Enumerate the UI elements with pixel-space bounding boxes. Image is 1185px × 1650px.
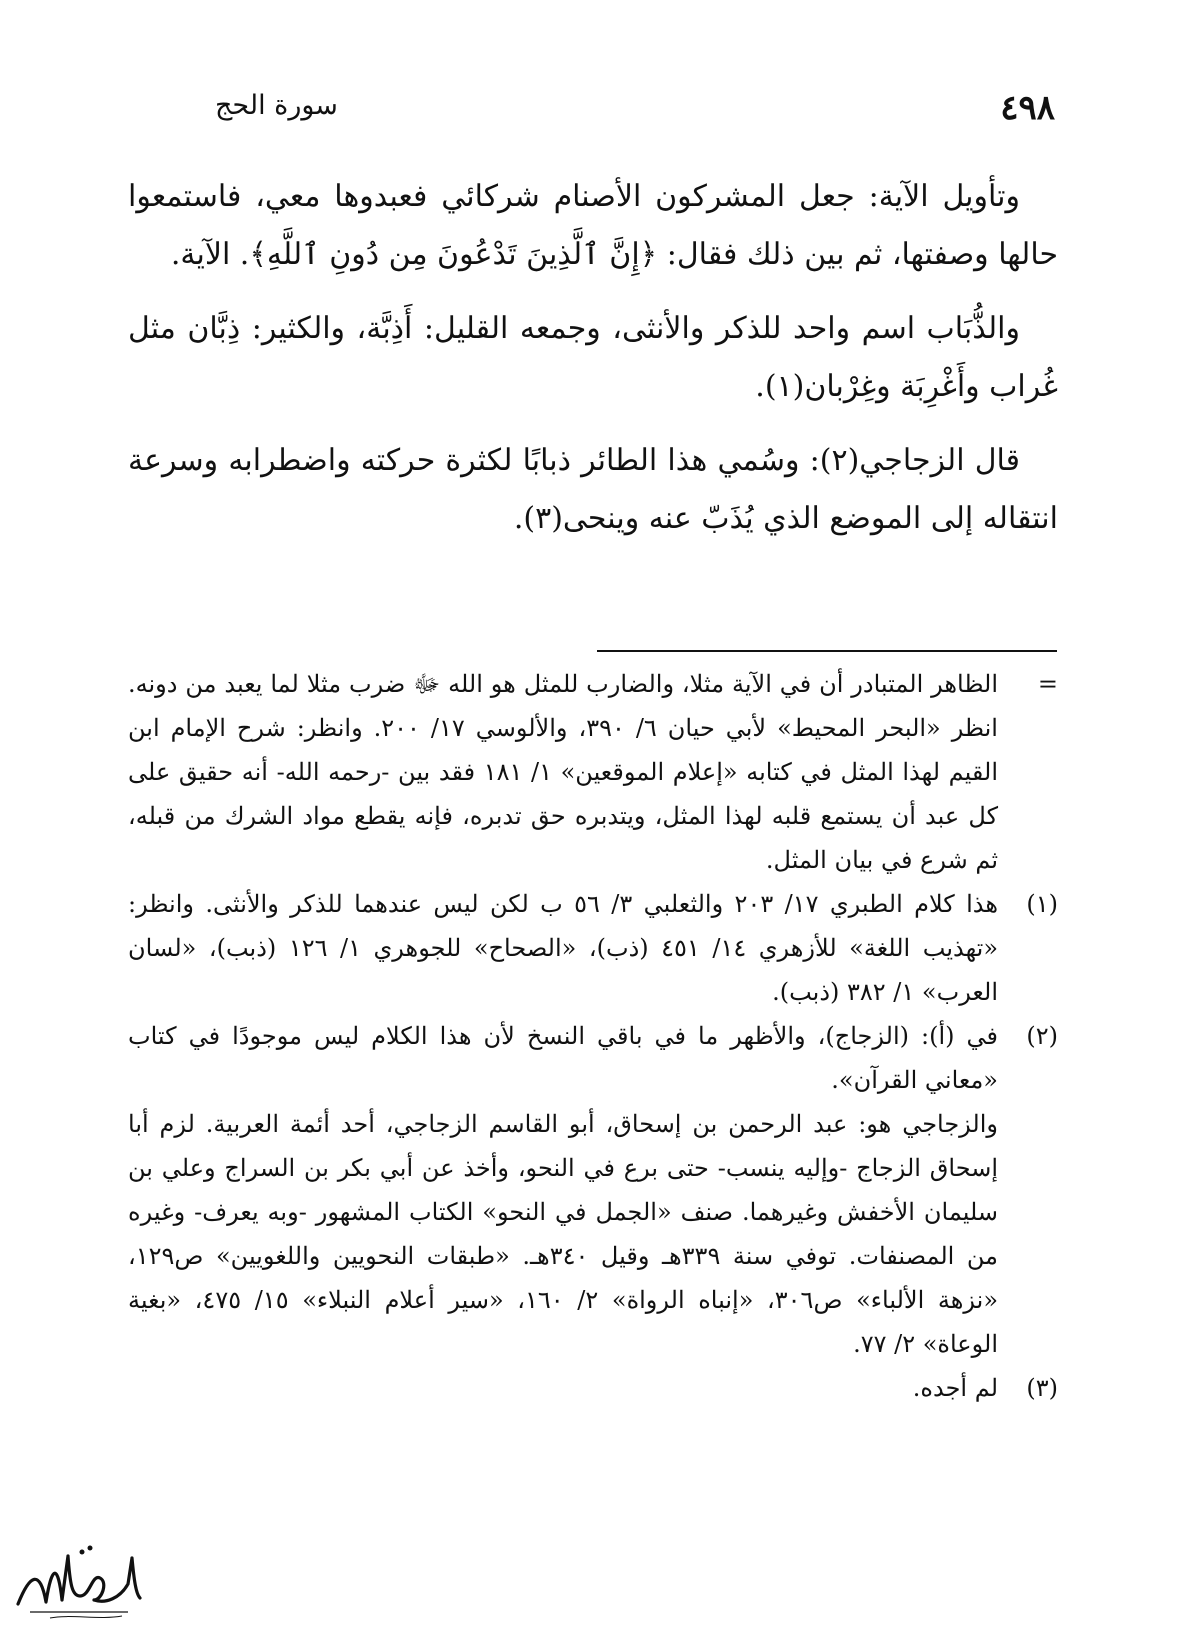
footnote-text: في (أ): (الزجاج)، والأظهر ما في باقي النسخ لأن هذا الكلام ليس موجودًا في كتاب «معاني القرآن».: [128, 1022, 998, 1094]
page-number: ٤٩٨: [1000, 88, 1055, 128]
footnote-text: والزجاجي هو: عبد الرحمن بن إسحاق، أبو القاسم الزجاجي، أحد أئمة العربية. لزم أبا إسحاق الزجاج -وإليه ينسب- حتى برع في النحو، وأخذ عن أبي بكر بن السراج وعلي بن سليمان الأخفش وغيرهما. صنف «الجمل في النحو» الكتاب المشهور -وبه يعرف- وغيره من المصنفات. توفي سنة ٣٣٩هـ وقيل ٣٤٠هـ. «طبقات النحويين واللغويين» ص١٢٩، «نزهة الألباء» ص٣٠٦، «إنباه الرواة» ٢/ ١٦٠، «سير أعلام النبلاء» ١٥/ ٤٧٥، «بغية الوعاة» ٢/ ٧٧.: [128, 1110, 999, 1358]
footnote-3: [128, 1366, 1058, 1410]
footnote-2: [128, 1014, 1058, 1366]
footnote-separator: [597, 650, 1057, 652]
footnote-text: هذا كلام الطبري ١٧/ ٢٠٣ والثعلبي ٣/ ٥٦ ب لكن ليس عندهما للذكر والأنثى. وانظر: «تهذيب اللغة» للأزهري ١٤/ ٤٥١ (ذب)، «الصحاح» للجوهري ١/ ١٢٦ (ذبب)، «لسان العرب» ١/ ٣٨٢ (ذبب).: [128, 890, 999, 1006]
paragraph-interpretation: وتأويل الآية: جعل المشركون الأصنام شركائي فعبدوها معي، فاستمعوا حالها وصفتها، ثم بين ذلك فقال: ﴿إِنَّ ٱلَّذِينَ تَدْعُونَ مِن دُونِ ٱللَّهِ﴾. الآية.: [128, 179, 1058, 272]
footnote-number: (١): [1026, 890, 1058, 918]
footnote-text: الظاهر المتبادر أن في الآية مثلا، والضارب للمثل هو الله ﷻ ضرب مثلا لما يعبد من دونه. انظر «البحر المحيط» لأبي حيان ٦/ ٣٩٠، والألوسي ١٧/ ٢٠٠. وانظر: شرح الإمام ابن القيم لهذا المثل في كتابه «إعلام الموقعين» ١/ ١٨١ فقد بين -رحمه الله- أنه حقيق على كل عبد أن يستمع قلبه لهذا المثل، ويتدبره حق تدبره، فإنه يقطع مواد الشرك من قبله، ثم شرع في بيان المثل.: [128, 670, 998, 874]
paragraph-fly-definition: والذُّبَاب اسم واحد للذكر والأنثى، وجمعه القليل: أَذِبَّة، والكثير: ذِبَّان مثل غُراب وأَغْرِبَة وغِرْبان(١).: [128, 311, 1058, 404]
footnote-number: (٢): [1026, 1022, 1058, 1050]
footnote-number: =: [1037, 670, 1058, 698]
page-header: [130, 88, 1055, 138]
footnote-text: لم أجده.: [912, 1374, 998, 1402]
footnote-number: (٣): [1026, 1374, 1058, 1402]
main-text: [128, 168, 1058, 564]
footnote-1: [128, 882, 1058, 1014]
surah-title: سورة الحج: [215, 90, 338, 121]
footnotes: [128, 662, 1058, 1410]
footnote-continued: [128, 662, 1058, 882]
paragraph-zajjaji-quote: قال الزجاجي(٢): وسُمي هذا الطائر ذبابًا لكثرة حركته واضطرابه وسرعة انتقاله إلى الموضع الذي يُذَبّ عنه وينحى(٣).: [128, 443, 1058, 536]
calligraphy-logo-icon: [10, 1534, 145, 1624]
